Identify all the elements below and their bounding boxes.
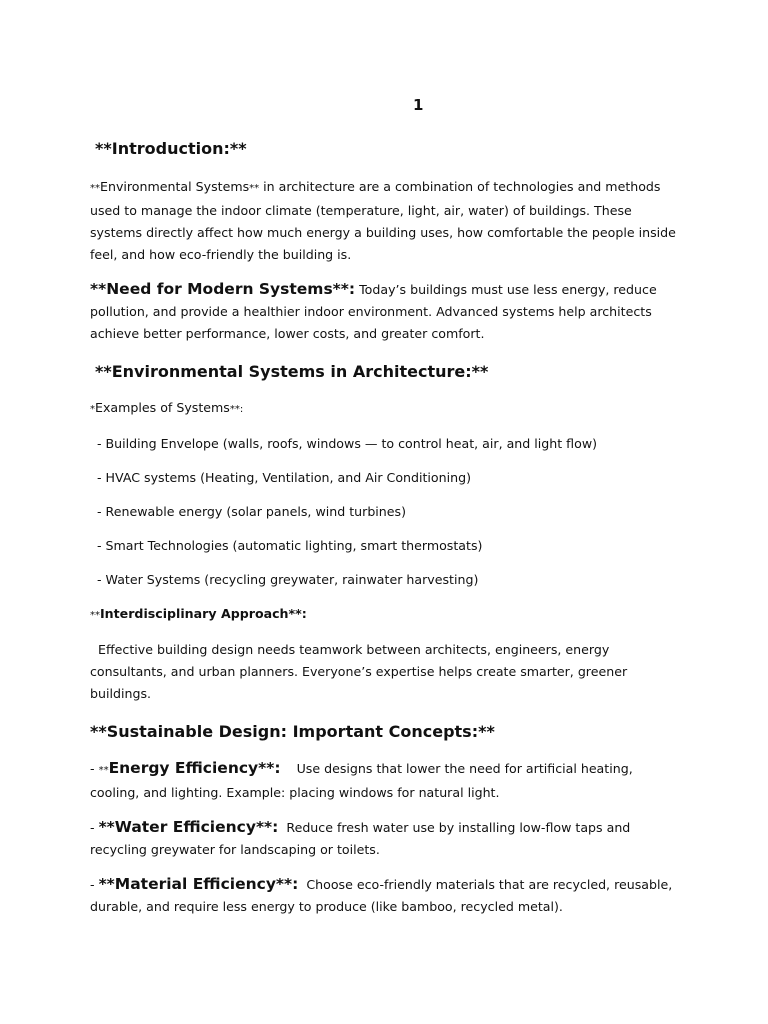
document-body — [90, 136, 680, 918]
material-prefix: - — [90, 877, 99, 892]
water-efficiency-body: Reduce fresh water use by installing low-flow taps and recycling greywater for landscaping or toilets. — [90, 820, 635, 857]
introduction-term: Environmental Systems — [100, 179, 250, 194]
introduction-stars-close: ** — [249, 183, 260, 194]
page-number: 1 — [413, 96, 424, 114]
energy-prefix: - — [90, 761, 99, 776]
examples-label-text: Examples of Systems — [95, 400, 230, 415]
need-body: Today’s buildings must use less energy, reduce pollution, and provide a healthier indoor environment. Advanced systems help architects achieve better performance, lower costs, and greater comfort. — [90, 282, 657, 341]
energy-efficiency-paragraph — [90, 757, 680, 804]
energy-stars-open: ** — [98, 765, 109, 776]
list-item: - Smart Technologies (automatic lighting, smart thermostats) — [97, 538, 483, 553]
introduction-body: in architecture are a combination of technologies and methods used to manage the indoor climate (temperature, light, air, water) of buildings. These systems directly affect how much energy a building uses, how comfortable the people inside feel, and how eco-friendly the building is. — [90, 179, 676, 262]
interdisciplinary-paragraph: Effective building design needs teamwork between architects, engineers, energy consultants, and urban planners. Everyone’s expertise helps create smarter, greener buildings. — [90, 642, 632, 701]
introduction-heading: **Introduction:** — [95, 139, 247, 158]
material-efficiency-paragraph — [90, 873, 680, 918]
material-efficiency-body: Choose eco-friendly materials that are recycled, reusable, durable, and require less energy to produce (like bamboo, recycled metal). — [90, 877, 677, 914]
examples-stars-open: * — [90, 404, 95, 415]
water-efficiency-paragraph — [90, 816, 680, 861]
need-paragraph — [90, 278, 680, 345]
sustainable-design-heading: **Sustainable Design: Important Concepts:** — [90, 722, 495, 741]
interdisciplinary-heading-text: Interdisciplinary Approach**: — [100, 606, 307, 621]
energy-efficiency-label: Energy Efficiency**: — [108, 759, 281, 777]
water-prefix: - — [90, 820, 99, 835]
list-item: - Renewable energy (solar panels, wind turbines) — [97, 504, 407, 519]
need-heading: **Need for Modern Systems**: — [90, 280, 356, 298]
introduction-stars-open: ** — [90, 183, 100, 194]
energy-efficiency-body: Use designs that lower the need for artificial heating, cooling, and lighting. Example: placing windows for natural light. — [90, 761, 637, 800]
list-item: - HVAC systems (Heating, Ventilation, and Air Conditioning) — [97, 470, 472, 485]
water-efficiency-label: **Water Efficiency**: — [98, 818, 279, 836]
material-efficiency-label: **Material Efficiency**: — [98, 875, 299, 893]
list-item: - Water Systems (recycling greywater, rainwater harvesting) — [97, 572, 479, 587]
environmental-systems-heading: **Environmental Systems in Architecture:** — [95, 362, 489, 381]
introduction-paragraph — [90, 176, 680, 266]
interdisciplinary-heading — [90, 603, 680, 627]
interdisciplinary-stars-open: ** — [90, 610, 100, 621]
examples-stars-close: **: — [229, 404, 244, 415]
list-item: - Building Envelope (walls, roofs, windows — to control heat, air, and light flow) — [97, 436, 598, 451]
examples-label — [90, 397, 680, 421]
